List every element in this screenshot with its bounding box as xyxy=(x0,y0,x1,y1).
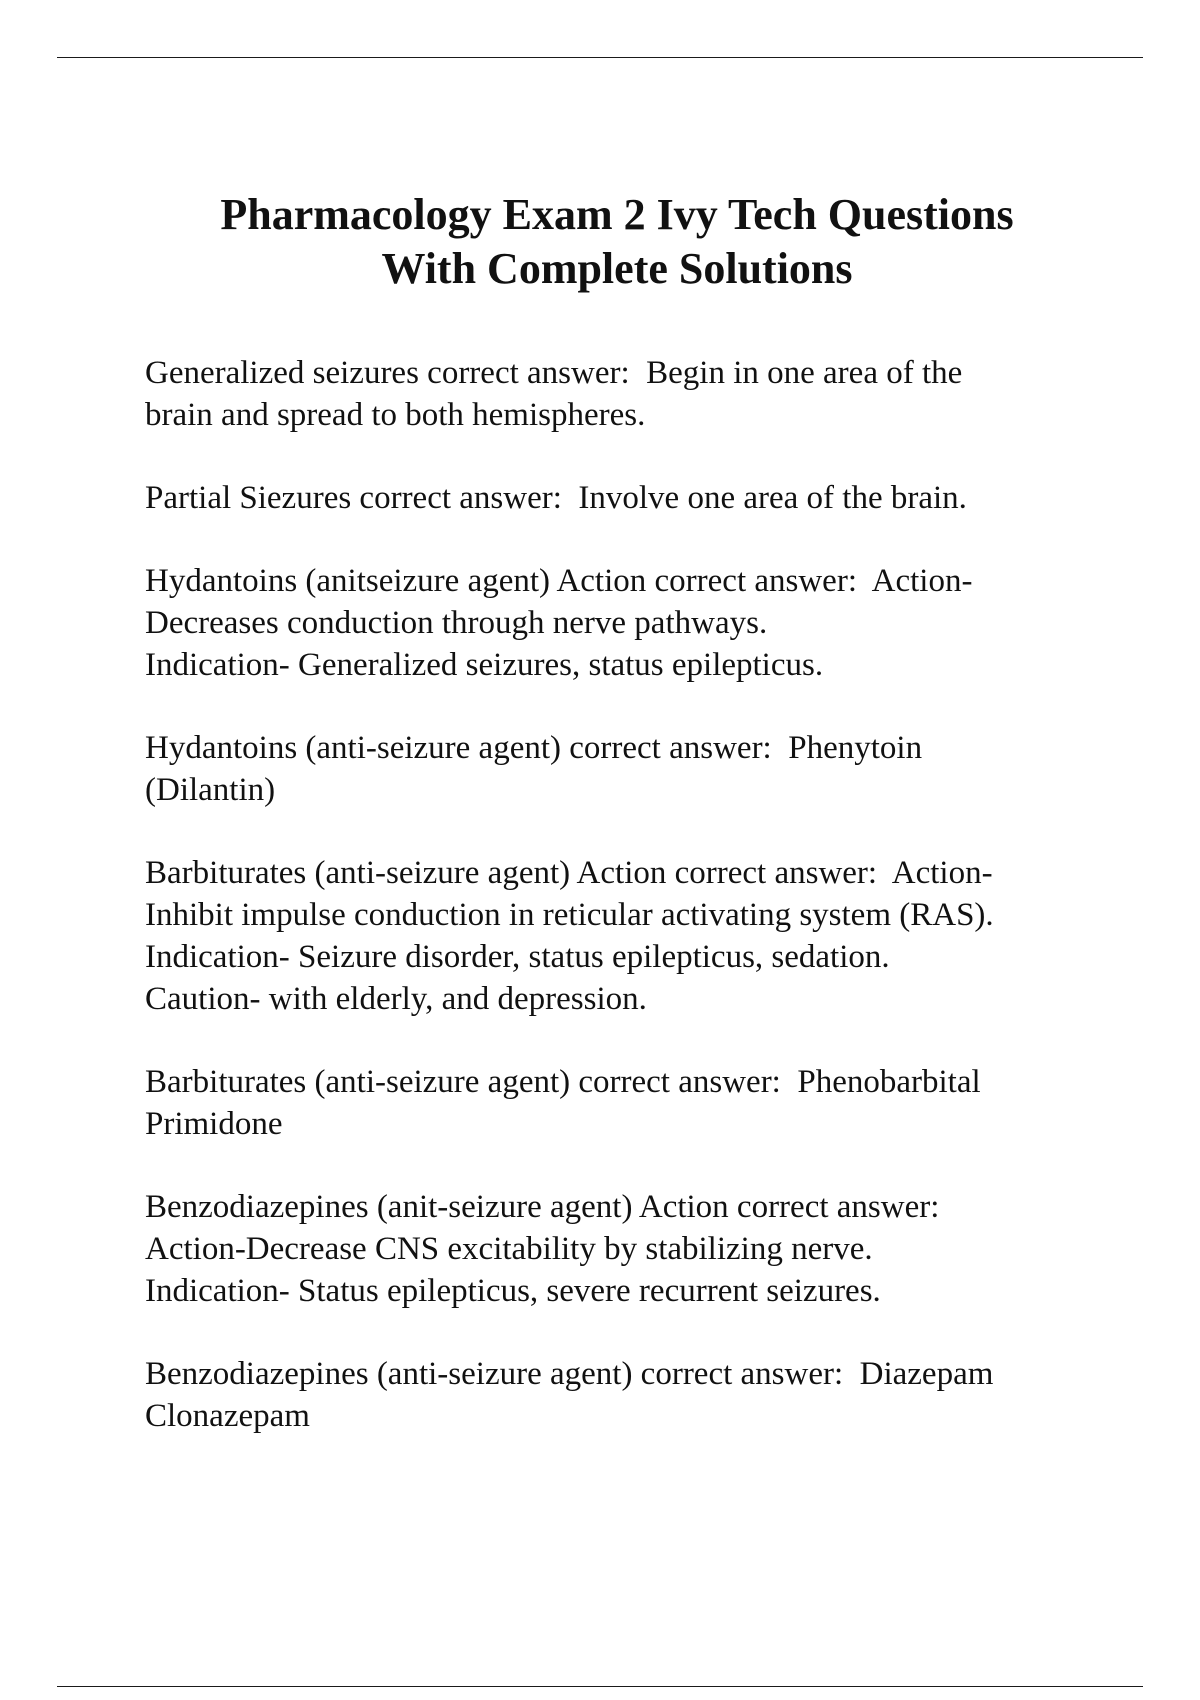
qa-entry-hydantoins-action xyxy=(145,560,1105,686)
qa-line: brain and spread to both hemispheres. xyxy=(145,397,646,433)
qa-line: Inhibit impulse conduction in reticular activating system (RAS). xyxy=(145,897,994,933)
qa-line: Decreases conduction through nerve pathways. xyxy=(145,605,768,641)
header-rule xyxy=(57,57,1143,58)
qa-line: Barbiturates (anti-seizure agent) correct answer: Phenobarbital xyxy=(145,1064,981,1100)
qa-entry-partial-seizures xyxy=(145,477,1105,519)
qa-line: Indication- Generalized seizures, status epilepticus. xyxy=(145,647,824,683)
qa-entry-benzodiazepines-action xyxy=(145,1186,1105,1312)
qa-entry-generalized-seizures xyxy=(145,352,1105,436)
qa-entry-barbiturates-drugs xyxy=(145,1061,1105,1145)
title-line-2: With Complete Solutions xyxy=(381,244,853,293)
document-title xyxy=(145,188,1089,296)
qa-line: Benzodiazepines (anti-seizure agent) correct answer: Diazepam xyxy=(145,1356,994,1392)
title-line-1: Pharmacology Exam 2 Ivy Tech Questions xyxy=(220,190,1014,239)
qa-line: Clonazepam xyxy=(145,1398,310,1434)
qa-line: Indication- Seizure disorder, status epilepticus, sedation. xyxy=(145,939,890,975)
qa-line: Barbiturates (anti-seizure agent) Action correct answer: Action- xyxy=(145,855,993,891)
qa-list xyxy=(145,352,1105,1437)
qa-line: Partial Siezures correct answer: Involve one area of the brain. xyxy=(145,480,967,516)
qa-line: Benzodiazepines (anit-seizure agent) Action correct answer: xyxy=(145,1189,940,1225)
document-page xyxy=(145,188,1105,1478)
qa-entry-hydantoins-drugs xyxy=(145,727,1105,811)
qa-line: Caution- with elderly, and depression. xyxy=(145,981,647,1017)
qa-entry-barbiturates-action xyxy=(145,852,1105,1020)
qa-line: (Dilantin) xyxy=(145,772,276,808)
footer-rule xyxy=(57,1686,1143,1687)
qa-line: Primidone xyxy=(145,1106,283,1142)
qa-line: Generalized seizures correct answer: Begin in one area of the xyxy=(145,355,963,391)
qa-line: Action-Decrease CNS excitability by stabilizing nerve. xyxy=(145,1231,873,1267)
qa-line: Indication- Status epilepticus, severe recurrent seizures. xyxy=(145,1273,881,1309)
qa-line: Hydantoins (anti-seizure agent) correct answer: Phenytoin xyxy=(145,730,923,766)
qa-line: Hydantoins (anitseizure agent) Action correct answer: Action- xyxy=(145,563,973,599)
qa-entry-benzodiazepines-drugs xyxy=(145,1353,1105,1437)
